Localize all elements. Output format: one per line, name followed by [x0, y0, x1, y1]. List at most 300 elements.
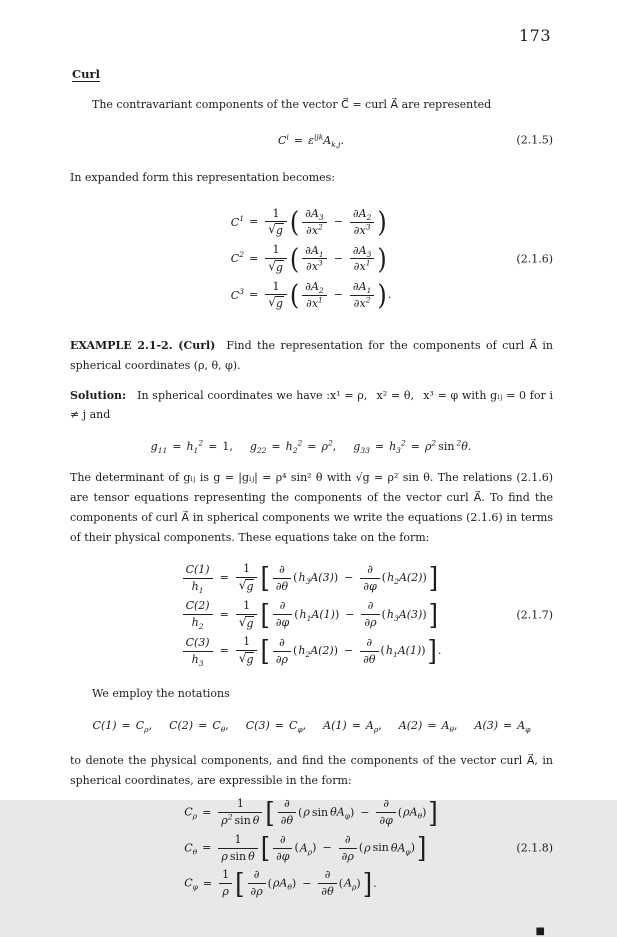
fraction-denominator — [302, 223, 326, 238]
fraction — [218, 797, 262, 828]
equation-2-1-8 — [70, 792, 553, 904]
equation-row — [278, 134, 345, 147]
math-token-dr: ] — [428, 561, 439, 595]
end-of-example-row — [70, 924, 545, 937]
math-token-mi: h — [191, 616, 199, 630]
fraction — [265, 243, 287, 275]
fraction-denominator — [350, 223, 374, 238]
math-token-sup: 3 — [239, 286, 244, 296]
math-token-mi: C — [288, 718, 298, 732]
fraction-denominator — [218, 849, 257, 864]
math-token-mo: − — [322, 841, 332, 855]
solution-label: Solution: — [70, 388, 127, 402]
math-token-mo: − — [344, 644, 354, 658]
math-token-pn: . — [340, 133, 344, 147]
math-token-rm: sin — [311, 805, 329, 819]
fraction — [273, 636, 291, 667]
math-token-pn: ) — [410, 841, 415, 855]
math-token-mi: ∂ — [279, 562, 285, 576]
equation-2-1-7 — [70, 557, 553, 672]
math-token-mi: ∂A — [352, 207, 367, 221]
radicand: g — [246, 653, 254, 667]
math-token-pn: . — [437, 644, 442, 658]
math-token-mo: = — [271, 440, 281, 454]
fraction-numerator — [273, 636, 291, 652]
math-token-sub: 3 — [198, 658, 204, 668]
math-token-mi: A — [517, 718, 526, 732]
math-token-sup: 2 — [456, 438, 462, 448]
fraction-numerator — [350, 244, 374, 260]
math-token-mo: = — [202, 876, 213, 890]
fraction — [236, 562, 258, 594]
fraction-numerator — [236, 599, 258, 615]
math-token-dr: ] — [427, 634, 437, 668]
math-token-sub: 22 — [256, 446, 267, 456]
math-token-mi: θ — [248, 849, 255, 863]
equation-row — [231, 280, 392, 312]
math-token-sub: ρ — [144, 724, 149, 734]
fraction-denominator — [361, 615, 379, 630]
fraction-numerator — [273, 833, 292, 849]
math-token-mo: = — [219, 607, 229, 621]
math-token-mo: = — [172, 440, 182, 454]
math-token-mo: = — [351, 718, 361, 732]
math-token-sub: 1 — [198, 585, 204, 595]
math-token-pn: ) — [291, 876, 297, 890]
math-token-pn: ) — [422, 571, 427, 585]
math-token-sub: 1 — [366, 286, 372, 296]
math-token-mi: ∂ — [279, 635, 285, 649]
math-token-dl: [ — [260, 598, 270, 632]
math-token-mo: = — [248, 251, 259, 265]
math-token-mi: ∂ρ — [341, 849, 354, 863]
math-token-mi: ∂ — [284, 797, 290, 811]
math-token-mi: A — [344, 876, 352, 890]
square-root — [239, 652, 255, 667]
radical-sign: √ — [268, 258, 276, 273]
fraction-denominator — [350, 259, 374, 274]
math-token-mi: ∂ — [279, 599, 286, 613]
math-token-mi: C(3) — [185, 635, 210, 649]
math-token-mi: ∂x — [353, 223, 366, 237]
fraction — [302, 280, 326, 311]
math-token-mo: − — [333, 251, 343, 265]
math-token-mi: ∂θ — [275, 579, 289, 593]
math-token-dl: [ — [260, 561, 270, 595]
fraction — [361, 599, 379, 630]
math-token-mi: ∂A — [305, 280, 319, 294]
equation-row — [181, 562, 443, 594]
math-token-dr: ) — [377, 278, 387, 312]
math-token-sub: 11 — [157, 446, 168, 456]
math-token-mi: A — [336, 805, 345, 819]
math-token-mi: h — [385, 644, 393, 658]
math-token-dl: [ — [260, 634, 270, 668]
fraction-denominator — [248, 884, 266, 899]
paragraph-determinant: The determinant of gᵢⱼ is g = |gᵢⱼ| = ρ⁴ sin² θ with √g = ρ² sin θ. The relations (2.1.6) are tensor equations representing the components of the vector curl A⃗. To find the components of curl A⃗ in spherical components we write the equations (2.1.6) in terms of their physical components. These equations take on the form: — [70, 471, 553, 544]
math-token-pn: ) — [421, 644, 426, 658]
equation-row — [150, 438, 473, 456]
math-token-mo: = — [427, 718, 437, 732]
math-token-dl: [ — [265, 796, 275, 830]
math-token-mi: θ — [330, 805, 337, 819]
math-token-mi: A(3) — [310, 571, 334, 585]
math-token-pn: , — [378, 718, 382, 732]
math-token-mo: − — [302, 876, 312, 890]
equation-label: (2.1.7) — [516, 608, 553, 622]
math-token-mo: = — [307, 440, 317, 454]
math-token-mi: h — [191, 652, 199, 666]
square-root — [239, 579, 255, 594]
radicand: g — [275, 297, 283, 311]
math-token-sub: ρ — [351, 882, 357, 892]
math-token-pn: ) — [349, 805, 355, 819]
fraction — [248, 868, 266, 899]
equation-rows — [93, 714, 531, 737]
math-token-mn: 1 — [236, 797, 244, 811]
math-token-rm: sin — [229, 849, 247, 863]
math-token-dl: ( — [289, 242, 300, 276]
math-token-sub: 1 — [306, 613, 312, 623]
fraction-denominator — [273, 615, 292, 630]
math-token-mi: A(1) — [311, 607, 335, 621]
math-token-dr: ) — [377, 205, 387, 239]
math-token-mn: 1 — [243, 562, 251, 576]
fraction — [183, 563, 213, 594]
fraction-numerator — [302, 207, 326, 223]
square-root — [268, 223, 284, 238]
math-token-mi: ρA — [272, 876, 288, 890]
math-token-mi: h — [186, 440, 194, 454]
fraction — [273, 563, 291, 594]
math-token-mi: ∂φ — [363, 579, 377, 593]
math-token-pn: , — [302, 718, 307, 732]
math-token-mi: θ — [252, 814, 260, 828]
math-token-sub: 1 — [318, 249, 324, 259]
math-token-pn: ) — [422, 805, 427, 819]
math-token-sup: 2 — [365, 295, 371, 305]
equation-label: (2.1.5) — [516, 133, 553, 147]
solution-text: In spherical coordinates we have :x¹ = ρ, x² = θ, x³ = φ with gᵢⱼ = 0 for i ≠ j and — [70, 388, 553, 422]
fraction — [273, 833, 292, 864]
math-token-mi: A(2) — [398, 718, 423, 732]
fraction-denominator — [360, 652, 378, 667]
math-token-mi: h — [299, 607, 307, 621]
math-token-sub: 2 — [305, 650, 311, 660]
fraction-numerator — [248, 868, 266, 884]
paragraph-expanded: In expanded form this representation becomes: — [70, 170, 336, 184]
fraction-numerator — [219, 868, 232, 884]
math-token-mn: 1 — [272, 243, 280, 257]
math-token-mo: = — [202, 841, 212, 855]
math-token-mi: ∂θ — [280, 814, 294, 828]
math-token-mi: ρ — [221, 814, 228, 828]
math-token-sup: 3 — [365, 222, 371, 232]
math-token-sup: 2 — [327, 438, 333, 448]
math-token-dl: ( — [289, 205, 300, 239]
radicand: g — [246, 616, 254, 630]
fraction-numerator — [183, 599, 213, 615]
math-token-mi: ∂φ — [276, 849, 290, 863]
equation-row — [181, 599, 443, 631]
math-token-mi: A(3) — [398, 607, 423, 621]
math-token-mi: A — [299, 841, 308, 855]
section-heading-curl: Curl — [72, 67, 100, 81]
fraction-numerator — [236, 562, 258, 578]
fraction-denominator — [273, 579, 291, 594]
math-token-sub: 33 — [360, 446, 370, 456]
fraction-numerator — [361, 599, 379, 615]
math-token-mi: ∂ — [383, 797, 390, 811]
math-token-pn: ( — [380, 644, 385, 658]
fraction-numerator — [350, 207, 374, 223]
math-token-pn: ) — [333, 571, 339, 585]
fraction — [265, 280, 287, 312]
fraction-denominator — [302, 259, 326, 274]
fraction-numerator — [183, 636, 213, 652]
math-token-pn: ( — [381, 571, 387, 585]
math-token-pn: ) — [312, 841, 317, 855]
math-token-pn: ( — [267, 876, 272, 890]
math-token-sup: 2 — [227, 812, 233, 822]
math-token-mn: 1 — [272, 279, 280, 293]
fraction-denominator — [236, 615, 258, 631]
math-token-sub: 3 — [305, 577, 311, 587]
math-token-pn: ( — [293, 571, 298, 585]
fraction-denominator — [183, 652, 213, 667]
math-token-sub: 2 — [198, 622, 204, 632]
math-token-pn: ) — [334, 607, 340, 621]
math-token-mi: h — [298, 571, 306, 585]
math-token-mi: C(2) — [185, 599, 210, 613]
fraction — [318, 868, 336, 899]
math-token-dr: ] — [428, 598, 438, 632]
radical-sign: √ — [238, 578, 247, 593]
end-of-example-marker: ■ — [535, 925, 545, 937]
math-token-sup: 1 — [365, 258, 371, 268]
fraction — [302, 244, 326, 275]
math-token-mo: = — [248, 215, 259, 229]
fraction-denominator — [183, 615, 213, 630]
fraction — [219, 868, 232, 899]
math-token-pn: ) — [333, 644, 339, 658]
math-token-mo: = — [208, 440, 218, 454]
fraction-denominator — [183, 579, 213, 594]
math-token-dr: ] — [428, 796, 438, 830]
math-token-mo: − — [345, 607, 355, 621]
math-token-mi: ∂ — [344, 832, 351, 846]
fraction-numerator — [318, 868, 336, 884]
math-token-mi: ∂θ — [363, 652, 376, 666]
math-token-sub: ρ — [307, 847, 313, 857]
math-token-pn: ( — [381, 607, 386, 621]
math-token-mo: − — [360, 805, 370, 819]
math-token-pn: . — [387, 288, 392, 302]
equation-rows — [231, 202, 392, 317]
math-token-mo: = — [503, 718, 513, 732]
math-token-mi: θ — [390, 841, 398, 855]
math-token-pn: ) — [356, 876, 361, 890]
math-token-mo: = — [374, 440, 385, 454]
math-token-sub: φ — [297, 724, 303, 734]
math-token-mi: ∂A — [352, 280, 367, 294]
fraction — [350, 207, 374, 238]
math-token-mi: g — [249, 440, 257, 454]
fraction-numerator — [218, 833, 257, 849]
equation-row — [184, 868, 439, 899]
fraction-numerator — [265, 280, 287, 296]
fraction-denominator — [265, 259, 287, 275]
equation-rows — [184, 792, 439, 904]
paragraph-example — [70, 336, 553, 376]
page-number: 173 — [518, 26, 551, 45]
fraction — [350, 244, 374, 275]
math-token-sub: θ — [417, 811, 423, 821]
math-token-mo: = — [198, 718, 208, 732]
math-token-mi: h — [387, 571, 395, 585]
math-token-mi: ∂ρ — [275, 652, 289, 666]
math-token-sup: 2 — [239, 250, 244, 260]
fraction-denominator — [350, 296, 374, 311]
equation-label: (2.1.8) — [516, 841, 553, 855]
math-token-mo: = — [202, 805, 212, 819]
paragraph-solution — [70, 386, 553, 426]
fraction-denominator — [339, 849, 357, 864]
math-token-mi: C(1) — [92, 718, 117, 732]
math-token-mi: C — [230, 288, 240, 302]
math-token-sub: ρ — [373, 724, 379, 734]
fraction-numerator — [360, 563, 379, 579]
math-token-sup: 2 — [318, 222, 323, 232]
math-token-sub: θ — [449, 724, 454, 734]
math-token-mi: ∂A — [305, 207, 319, 221]
math-token-sub: φ — [344, 811, 350, 821]
equation-2-1-5 — [70, 129, 553, 152]
math-token-mi: ρ — [221, 849, 228, 863]
equation-rows — [278, 129, 345, 152]
math-token-rm: sin — [234, 814, 251, 828]
math-token-mo: = — [219, 644, 229, 658]
math-token-mi: ∂ — [367, 599, 374, 613]
math-token-mi: C — [212, 718, 221, 732]
math-token-mo: = — [293, 133, 304, 147]
radical-sign: √ — [238, 651, 247, 666]
math-token-mo: − — [344, 571, 354, 585]
math-token-mn: 1 — [243, 635, 251, 649]
fraction-numerator — [360, 636, 378, 652]
fraction — [360, 563, 379, 594]
fraction-denominator — [376, 813, 395, 828]
math-token-pn: ( — [338, 876, 344, 890]
math-token-mi: A(1) — [323, 718, 347, 732]
fraction-denominator — [236, 578, 258, 594]
math-token-mi: C(3) — [245, 718, 270, 732]
math-token-mi: ∂ — [324, 868, 331, 882]
math-token-sub: θ — [287, 882, 292, 892]
fraction — [236, 599, 258, 631]
equation-row — [181, 635, 443, 667]
square-root — [268, 296, 284, 311]
math-token-dr: ] — [362, 867, 373, 901]
radicand: g — [246, 580, 254, 594]
fraction-numerator — [183, 563, 213, 579]
math-token-pn: , — [332, 440, 337, 454]
math-token-mn: 1 — [234, 832, 242, 846]
math-token-mi: A(2) — [310, 644, 334, 658]
math-token-mi: ∂φ — [379, 814, 393, 828]
math-token-mi: h — [298, 644, 306, 658]
fraction — [236, 635, 258, 667]
math-token-mi: ρ — [321, 440, 328, 454]
equation-label: (2.1.6) — [516, 252, 553, 266]
math-token-mi: ε — [308, 133, 314, 147]
math-token-mo: − — [333, 288, 343, 302]
math-token-mi: C — [184, 805, 193, 819]
fraction — [360, 636, 378, 667]
math-token-mo: = — [248, 288, 259, 302]
equation-row — [231, 243, 392, 275]
radical-sign: √ — [268, 295, 276, 310]
radical-sign: √ — [268, 222, 276, 237]
math-token-pn: ( — [298, 805, 303, 819]
equation-rows — [151, 435, 473, 458]
math-token-sub: 3 — [366, 249, 372, 259]
fraction — [376, 797, 395, 828]
math-token-sup: 1 — [239, 213, 244, 223]
math-token-sub: 1 — [193, 446, 199, 456]
math-token-pn: , — [148, 718, 153, 732]
math-token-mn: 1 — [272, 206, 280, 220]
math-token-mi: h — [191, 579, 199, 593]
math-token-sub: φ — [525, 724, 531, 734]
math-token-pn: . — [467, 440, 472, 454]
fraction-numerator — [236, 635, 258, 651]
fraction-numerator — [278, 797, 296, 813]
math-token-mn: 1 — [222, 440, 230, 454]
fraction-denominator — [219, 884, 232, 899]
fraction — [273, 599, 292, 630]
example-label: EXAMPLE 2.1-2. (Curl) — [70, 339, 216, 353]
paragraph-denote: to denote the physical components, and find the components of the vector curl A⃗, in spherical coordinates, are expressible in the form: — [70, 753, 553, 787]
math-token-mi: C — [278, 133, 287, 147]
math-token-mi: C — [184, 876, 193, 890]
math-token-mo: = — [274, 718, 284, 732]
math-token-mi: ∂ — [367, 562, 373, 576]
math-token-sub: 2 — [366, 213, 372, 223]
math-token-mi: A — [365, 718, 374, 732]
equation-row — [184, 797, 439, 828]
math-token-mi: A(3) — [474, 718, 499, 732]
math-token-mi: A — [323, 133, 332, 147]
radical-sign: √ — [238, 614, 247, 629]
math-token-sup: 1 — [318, 295, 323, 305]
math-token-mi: g — [150, 440, 158, 454]
math-token-mi: ρ — [303, 805, 310, 819]
math-token-mi: A — [441, 718, 450, 732]
math-token-pn: , — [225, 718, 229, 732]
math-token-mn: 1 — [243, 598, 251, 612]
math-token-pn: ( — [294, 841, 299, 855]
fraction-denominator — [218, 813, 262, 828]
equation-2-1-6 — [70, 202, 553, 317]
math-token-rm: sin — [438, 440, 455, 454]
math-token-mi: h — [386, 607, 395, 621]
math-token-sub: 2 — [292, 446, 298, 456]
fraction-denominator — [273, 652, 291, 667]
fraction — [183, 599, 213, 630]
math-token-mi: C — [230, 215, 240, 229]
math-token-pn: , — [229, 440, 233, 454]
